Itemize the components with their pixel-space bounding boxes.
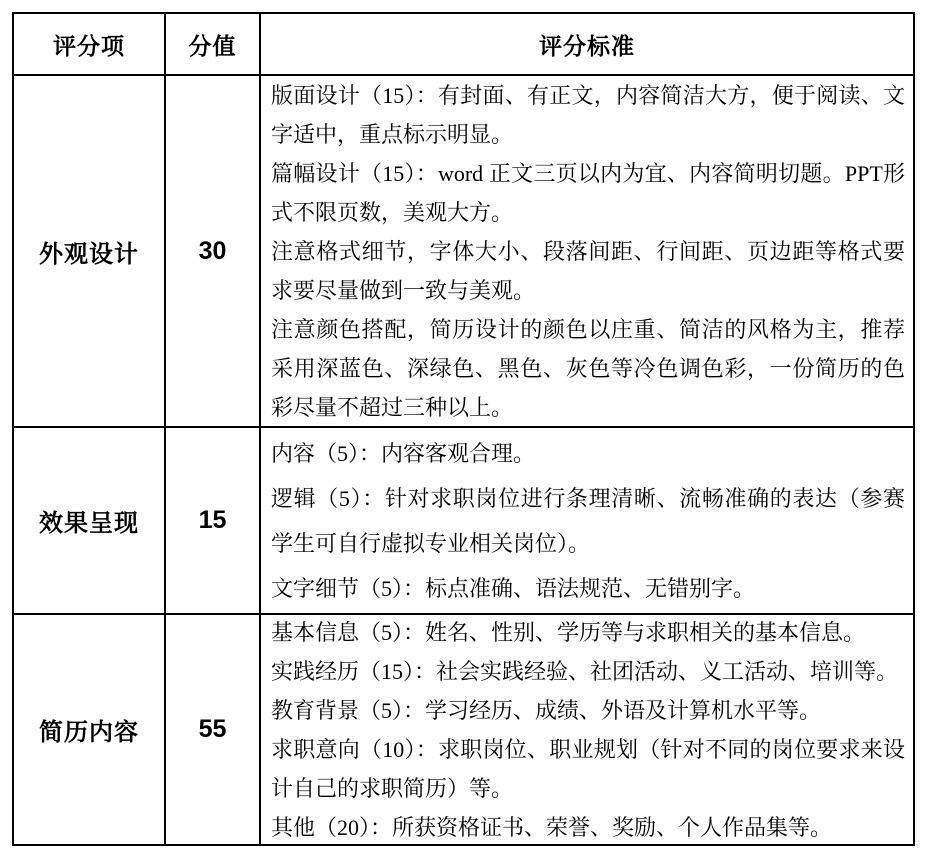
criteria-paragraph: 注意格式细节，字体大小、段落间距、行间距、页边距等格式要求要尽量做到一致与美观。	[271, 238, 905, 303]
criteria-paragraph: 实践经历（15）：社会实践经验、社团活动、义工活动、培训等。	[271, 658, 899, 684]
criteria-cell	[260, 614, 914, 845]
table-row-effect-presentation	[13, 427, 914, 614]
criteria-paragraph: 求职意向（10）：求职岗位、职业规划（针对不同的岗位要求来设计自己的求职简历）等。	[271, 736, 905, 801]
criteria-content	[261, 615, 913, 844]
score-value-cell: 30	[165, 75, 260, 427]
criteria-paragraph: 其他（20）：所获资格证书、荣誉、奖励、个人作品集等。	[271, 814, 833, 840]
header-cell-criteria: 评分标准	[260, 13, 914, 75]
table-row-resume-content	[13, 614, 914, 845]
criteria-content	[261, 428, 913, 613]
header-row	[13, 13, 914, 75]
table-row-appearance-design	[13, 75, 914, 427]
row-label-cell: 简历内容	[13, 614, 165, 845]
criteria-cell	[260, 427, 914, 614]
scoring-table	[12, 12, 915, 846]
criteria-paragraph: 教育背景（5）：学习经历、成绩、外语及计算机水平等。	[271, 697, 822, 723]
score-value-cell: 15	[165, 427, 260, 614]
criteria-paragraph: 内容（5）：内容客观合理。	[271, 440, 536, 466]
criteria-paragraph: 版面设计（15）：有封面、有正文，内容简洁大方，便于阅读、文字适中，重点标示明显。	[271, 82, 905, 147]
criteria-content	[261, 76, 913, 426]
row-label-cell: 效果呈现	[13, 427, 165, 614]
criteria-paragraph: 篇幅设计（15）：word 正文三页以内为宜、内容简明切题。PPT形式不限页数，美观大方。	[271, 160, 905, 225]
criteria-paragraph: 逻辑（5）：针对求职岗位进行条理清晰、流畅准确的表达（参赛学生可自行虚拟专业相关岗位）。	[271, 485, 905, 556]
criteria-paragraph: 注意颜色搭配，简历设计的颜色以庄重、简洁的风格为主，推荐采用深蓝色、深绿色、黑色、灰色等冷色调色彩，一份简历的色彩尽量不超过三种以上。	[271, 316, 905, 420]
criteria-cell	[260, 75, 914, 427]
row-label-cell: 外观设计	[13, 75, 165, 427]
criteria-paragraph: 基本信息（5）：姓名、性别、学历等与求职相关的基本信息。	[271, 619, 866, 645]
header-cell-item: 评分项	[13, 13, 165, 75]
criteria-paragraph: 文字细节（5）：标点准确、语法规范、无错别字。	[271, 575, 756, 601]
header-cell-score: 分值	[165, 13, 260, 75]
score-value-cell: 55	[165, 614, 260, 845]
